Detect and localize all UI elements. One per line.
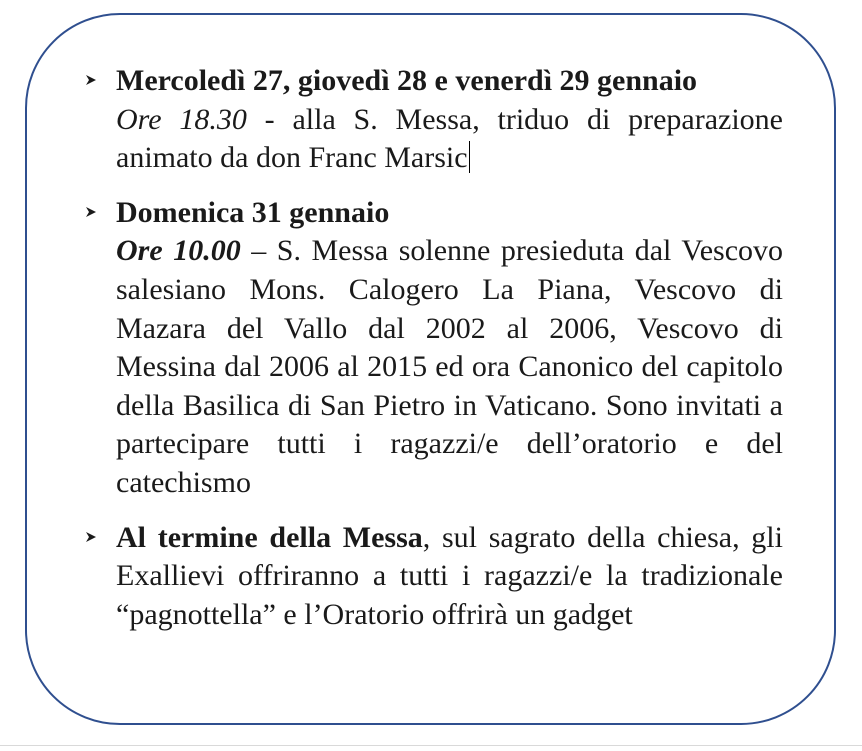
page-divider xyxy=(0,745,862,746)
list-item xyxy=(116,62,783,178)
arrowhead-bullet-icon xyxy=(85,73,97,87)
arrowhead-bullet-icon xyxy=(85,530,97,544)
event-time: Ore 10.00 xyxy=(116,234,241,268)
text-cursor xyxy=(469,141,470,173)
arrowhead-bullet-icon xyxy=(85,205,97,219)
event-heading: Al termine della Messa xyxy=(116,520,423,554)
event-description: , sul sagrato della chiesa, gli Exallievi offriranno a tutti i ragazzi/e la tradizionale “pagnottella” e l’Oratorio offrirà un gadget xyxy=(116,520,783,631)
event-description: - alla S. Messa, triduo di preparazione animato da don Franc Marsic xyxy=(116,102,783,175)
event-heading: Domenica 31 gennaio xyxy=(116,195,390,229)
event-time: Ore 18.30 xyxy=(116,102,247,136)
event-heading: Mercoledì 27, giovedì 28 e venerdì 29 gennaio xyxy=(116,64,698,97)
event-description: – S. Messa solenne presieduta dal Vescovo salesiano Mons. Calogero La Piana, Vescovo di Mazara del Vallo dal 2002 al 2006, Vescovo di Messina dal 2006 al 2015 ed ora Canonico del capitolo della Basilica di San Pietro in Vaticano. Sono invitati a partecipare tutti i ragazzi/e dell’oratorio e del catechismo xyxy=(116,234,784,499)
list-item xyxy=(116,194,783,503)
list-item xyxy=(116,519,783,635)
event-list xyxy=(116,62,783,634)
